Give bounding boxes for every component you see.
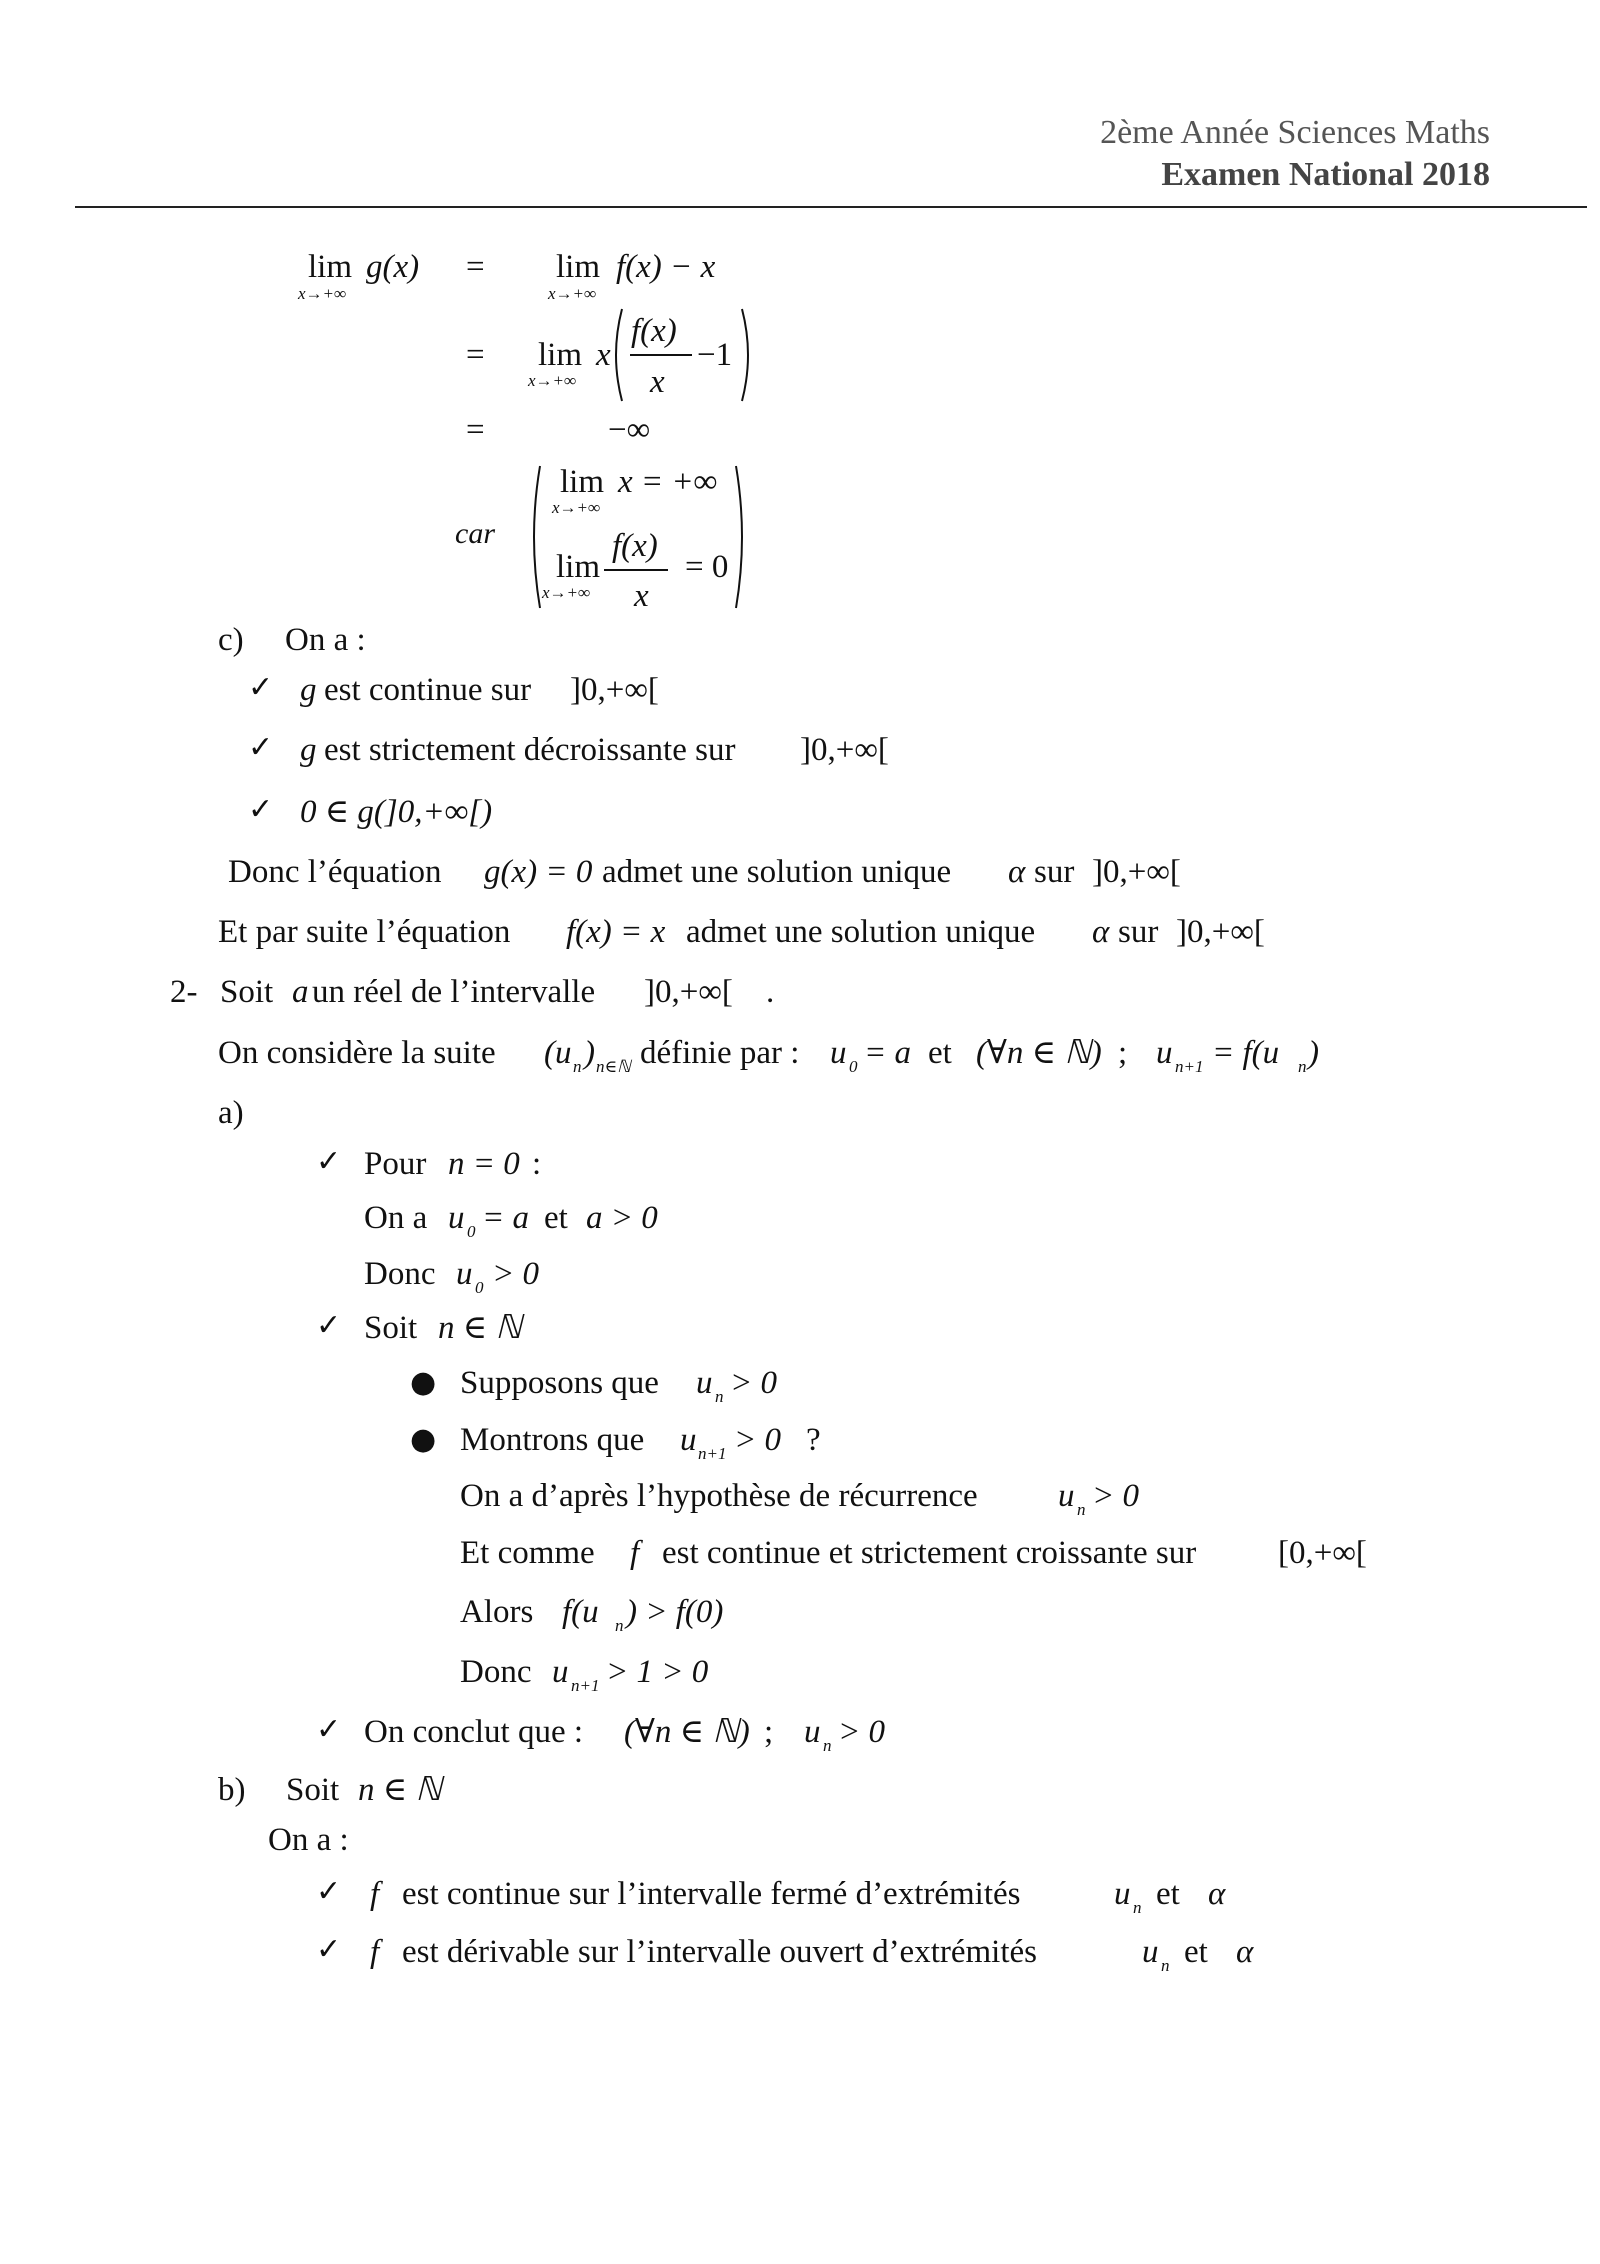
f-symbol: f	[370, 1934, 380, 1970]
u-symbol: u	[680, 1422, 697, 1458]
sub-zero: 0	[849, 1057, 858, 1076]
sur-word: sur	[1034, 854, 1075, 890]
frac-numerator: f(x)	[631, 313, 677, 349]
a-positive: a > 0	[586, 1200, 658, 1236]
sub-n: n	[1298, 1057, 1307, 1076]
soit-word: Soit	[286, 1772, 340, 1808]
sub-n1: n+1	[571, 1676, 600, 1695]
header-rule	[75, 206, 1587, 208]
question-mark: ?	[806, 1422, 821, 1458]
n-in-N: n ∈ ℕ	[438, 1310, 522, 1346]
f-x-minus-x: f(x) − x	[616, 249, 716, 285]
u-symbol: u	[1058, 1478, 1075, 1514]
u-symbol: u	[804, 1714, 821, 1750]
check-icon: ✓	[316, 1144, 342, 1179]
frac-denominator: x	[650, 364, 665, 400]
sub-n: n	[615, 1616, 624, 1635]
item1-text: est continue sur	[324, 672, 532, 708]
check-icon: ✓	[248, 730, 274, 765]
forall-n: (∀n ∈ ℕ)	[624, 1714, 750, 1750]
sub-n1: n+1	[698, 1444, 727, 1463]
et-word: et	[1184, 1934, 1208, 1970]
part-a-label: a)	[218, 1095, 244, 1131]
equals-sign: =	[466, 337, 485, 373]
semicolon: ;	[1118, 1035, 1128, 1071]
soit-word: Soit	[364, 1310, 418, 1346]
colon: :	[532, 1146, 542, 1182]
gt-zero: > 0	[1092, 1478, 1140, 1514]
lim-label: lim	[308, 249, 353, 285]
et-word: et	[544, 1200, 568, 1236]
definie-text: définie par :	[640, 1035, 800, 1071]
car-label: car	[455, 517, 495, 550]
check-icon: ✓	[316, 1874, 342, 1909]
part2-interval: ]0,+∞[	[644, 974, 733, 1010]
u-symbol: u	[552, 1654, 569, 1690]
et-rest: admet une solution unique	[686, 914, 1036, 950]
n-eq-0: n = 0	[448, 1146, 520, 1182]
bullet-icon: ●	[410, 1365, 437, 1400]
lim-label: lim	[556, 549, 601, 585]
u-symbol: u	[830, 1035, 847, 1071]
closed-interval: [0,+∞[	[1278, 1535, 1367, 1571]
item3-math: 0 ∈ g(]0,+∞[)	[300, 794, 493, 830]
et-par-suite-text: Et par suite l’équation	[218, 914, 511, 950]
g-symbol: g	[300, 732, 317, 768]
car-frac-num: f(x)	[612, 528, 658, 564]
soit-word: Soit	[220, 974, 274, 1010]
et-word: et	[1156, 1876, 1180, 1912]
u0-eq-a: = a	[864, 1035, 912, 1071]
seq-open: (u	[544, 1035, 572, 1071]
alpha-symbol: α	[1236, 1934, 1254, 1970]
period: .	[766, 974, 775, 1010]
car-eq-zero: = 0	[685, 549, 729, 585]
lim-under: x→+∞	[298, 284, 347, 303]
etcomme-rest: est continue et strictement croissante sur	[662, 1535, 1197, 1571]
seq-index: n∈ℕ	[596, 1057, 631, 1076]
item2-interval: ]0,+∞[	[800, 732, 889, 768]
alors-math: f(u	[562, 1594, 599, 1630]
alpha-symbol: α	[1008, 854, 1026, 890]
equals-sign: =	[466, 412, 485, 448]
et-word: et	[928, 1035, 952, 1071]
montrons-text: Montrons que	[460, 1422, 645, 1458]
u-symbol: u	[696, 1365, 713, 1401]
sub-n: n	[823, 1736, 832, 1755]
et-equation: f(x) = x	[566, 914, 666, 950]
donc-word: Donc	[460, 1654, 532, 1690]
gt-zero: > 0	[734, 1422, 782, 1458]
recur-rhs: = f(u	[1212, 1035, 1280, 1071]
u-symbol: u	[456, 1256, 473, 1292]
check-icon: ✓	[248, 792, 274, 827]
lim-under: x→+∞	[528, 371, 577, 390]
u0-eq-a: = a	[482, 1200, 530, 1236]
alpha-symbol: α	[1092, 914, 1110, 950]
minus-infinity: −∞	[608, 412, 651, 448]
lim-under: x→+∞	[542, 583, 591, 602]
lim-label: lim	[556, 249, 601, 285]
sub-n1: n+1	[1175, 1057, 1204, 1076]
alors-word: Alors	[460, 1594, 534, 1630]
ona-word: On a :	[268, 1822, 349, 1858]
u-symbol: u	[1114, 1876, 1131, 1912]
part-b-label: b)	[218, 1772, 246, 1808]
lim-label: lim	[560, 464, 605, 500]
item2-text: est strictement décroissante sur	[324, 732, 736, 768]
lim-under: x→+∞	[548, 284, 597, 303]
part-c-label: c)	[218, 622, 244, 658]
donc-text: Donc l’équation	[228, 854, 442, 890]
et-interval: ]0,+∞[	[1176, 914, 1265, 950]
car-line1: x = +∞	[618, 464, 718, 500]
x-factor: x	[596, 337, 611, 373]
item1-text: est continue sur l’intervalle fermé d’extrémités	[402, 1876, 1021, 1912]
equals-sign: =	[466, 249, 485, 285]
sub-n: n	[1161, 1956, 1170, 1975]
a-symbol: a	[292, 974, 309, 1010]
check-icon: ✓	[316, 1712, 342, 1747]
u-symbol: u	[1142, 1934, 1159, 1970]
ona-word: On a	[364, 1200, 428, 1236]
lim-under: x→+∞	[552, 498, 601, 517]
bullet-icon: ●	[410, 1422, 437, 1457]
gt-zero: > 0	[730, 1365, 778, 1401]
donc-rest: admet une solution unique	[602, 854, 952, 890]
f-symbol: f	[630, 1535, 640, 1571]
recur-close: )	[1308, 1035, 1319, 1071]
header-title: Examen National 2018	[1161, 156, 1490, 193]
soit-rest: un réel de l’intervalle	[312, 974, 596, 1010]
gt-one-gt-zero: > 1 > 0	[606, 1654, 709, 1690]
lim-label: lim	[538, 337, 583, 373]
minus-one: −1	[697, 337, 733, 373]
gt-zero: > 0	[838, 1714, 886, 1750]
alors-rest: ) > f(0)	[626, 1594, 724, 1630]
gt-zero: > 0	[492, 1256, 540, 1292]
consider-text: On considère la suite	[218, 1035, 496, 1071]
g-symbol: g	[300, 672, 317, 708]
u-symbol: u	[448, 1200, 465, 1236]
sur-word: sur	[1118, 914, 1159, 950]
u-symbol: u	[1156, 1035, 1173, 1071]
item1-interval: ]0,+∞[	[570, 672, 659, 708]
item2-text: est dérivable sur l’intervalle ouvert d’extrémités	[402, 1934, 1038, 1970]
sub-n: n	[1133, 1898, 1142, 1917]
supposons-text: Supposons que	[460, 1365, 659, 1401]
conclut-text: On conclut que :	[364, 1714, 584, 1750]
hyp-text: On a d’après l’hypothèse de récurrence	[460, 1478, 978, 1514]
check-icon: ✓	[316, 1932, 342, 1967]
f-symbol: f	[370, 1876, 380, 1912]
part-c-intro: On a :	[285, 622, 366, 658]
sub-n: n	[715, 1387, 724, 1406]
pour-word: Pour	[364, 1146, 427, 1182]
seq-close: )	[584, 1035, 595, 1071]
sub-n: n	[1077, 1500, 1086, 1519]
car-frac-den: x	[634, 578, 649, 614]
part-2-label: 2-	[170, 974, 198, 1010]
etcomme-word: Et comme	[460, 1535, 595, 1571]
check-icon: ✓	[248, 670, 274, 705]
header-subtitle: 2ème Année Sciences Maths	[1100, 114, 1490, 151]
sub-zero: 0	[475, 1278, 484, 1297]
alpha-symbol: α	[1208, 1876, 1226, 1912]
donc-word: Donc	[364, 1256, 436, 1292]
donc-interval: ]0,+∞[	[1092, 854, 1181, 890]
forall-n: (∀n ∈ ℕ)	[976, 1035, 1102, 1071]
sub-zero: 0	[467, 1222, 476, 1241]
lim-g-x: g(x)	[366, 249, 420, 285]
n-in-N: n ∈ ℕ	[358, 1772, 442, 1808]
check-icon: ✓	[316, 1308, 342, 1343]
donc-equation: g(x) = 0	[484, 854, 593, 890]
semicolon: ;	[764, 1714, 774, 1750]
seq-sub-n: n	[573, 1057, 582, 1076]
